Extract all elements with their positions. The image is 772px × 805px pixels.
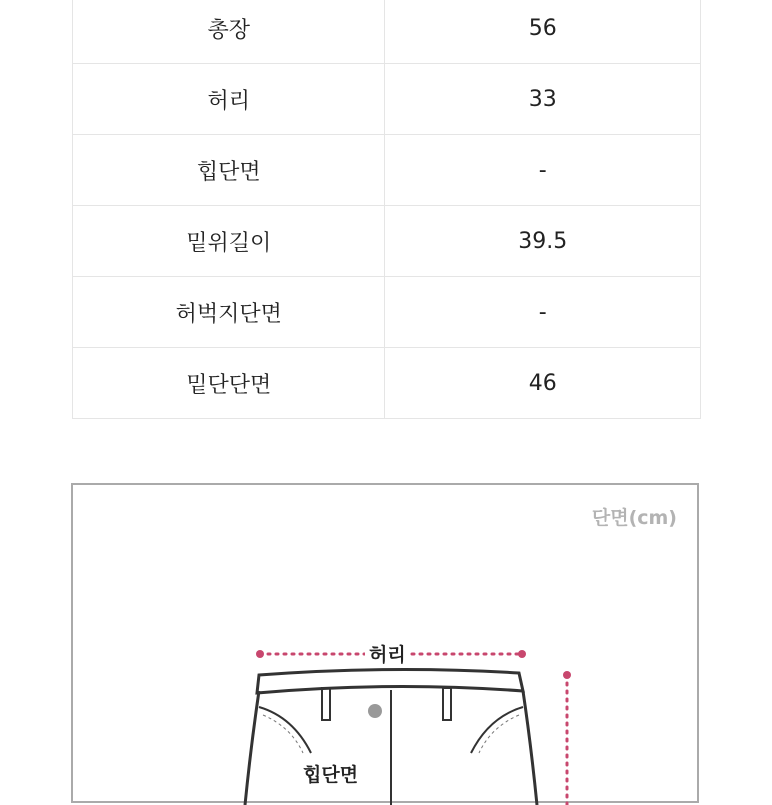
pocket-stitch-left xyxy=(263,715,303,753)
button xyxy=(368,704,382,718)
table-row xyxy=(73,348,701,419)
table-row xyxy=(73,0,701,64)
row-value: 56 xyxy=(385,0,701,64)
row-label: 허벅지단면 xyxy=(73,277,385,348)
table-row xyxy=(73,64,701,135)
table-row xyxy=(73,206,701,277)
pocket-right xyxy=(471,707,523,753)
table-row xyxy=(73,277,701,348)
waist-right-dot xyxy=(518,650,526,658)
waist-left-dot xyxy=(256,650,264,658)
waist-label: 허리 xyxy=(365,640,410,667)
row-value: - xyxy=(385,277,701,348)
row-label: 힙단면 xyxy=(73,135,385,206)
row-value: 33 xyxy=(385,64,701,135)
measurement-diagram xyxy=(71,483,699,803)
row-value: 39.5 xyxy=(385,206,701,277)
right-side xyxy=(523,691,537,805)
row-value: - xyxy=(385,135,701,206)
row-label: 밑단단면 xyxy=(73,348,385,419)
row-label: 허리 xyxy=(73,64,385,135)
size-table xyxy=(72,0,701,419)
row-label: 밑위길이 xyxy=(73,206,385,277)
left-side xyxy=(245,691,259,805)
belt-loop-left xyxy=(322,688,330,720)
pocket-left xyxy=(259,707,311,753)
row-value: 46 xyxy=(385,348,701,419)
hip-label: 힙단면 xyxy=(303,764,359,786)
row-label: 총장 xyxy=(73,0,385,64)
unit-label: 단면(cm) xyxy=(591,507,677,529)
pocket-stitch-right xyxy=(479,715,519,753)
table-row xyxy=(73,135,701,206)
belt-loop-right xyxy=(443,688,451,720)
length-top-dot xyxy=(563,671,571,679)
waistband xyxy=(257,669,523,693)
